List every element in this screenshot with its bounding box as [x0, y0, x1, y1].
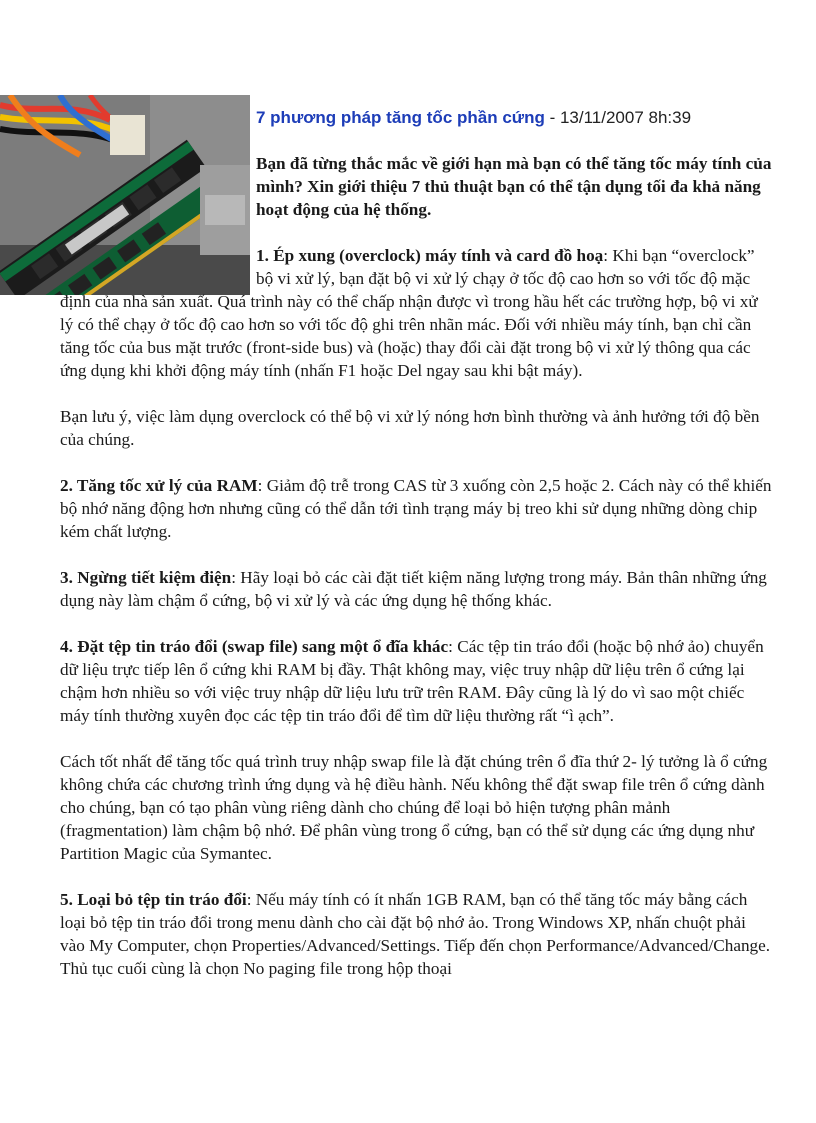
- section-4-heading: 4. Đặt tệp tin tráo đổi (swap file) sang một ổ đĩa khác: [60, 637, 449, 656]
- section-5-text: : Nếu máy tính có ít nhấn 1GB RAM, bạn có thể tăng tốc máy bằng cách loại bỏ tệp tin tráo đổi trong menu dành cho cài đặt bộ nhớ ảo. Trong Windows XP, nhấn chuột phải vào My Computer, chọn Properties/Advanced/Settings. Tiếp đến chọn Performance/Advanced/Change. Thủ tục cuối cùng là chọn No paging file trong hộp thoại: [60, 890, 771, 978]
- section-1-note: Bạn lưu ý, việc làm dụng overclock có thể bộ vi xử lý nóng hơn bình thường và ảnh hưởng tới độ bền của chúng.: [60, 407, 760, 449]
- section-3-heading: 3. Ngừng tiết kiệm điện: [60, 568, 232, 587]
- section-4-note: Cách tốt nhất để tăng tốc quá trình truy nhập swap file là đặt chúng trên ổ đĩa thứ 2- lý tưởng là ổ cứng không chứa các chương trình ứng dụng và hệ điều hành. Nếu không thể đặt swap file trên ổ cứng dành cho chúng, bạn có tạo phân vùng riêng dành cho chúng để loại bỏ hiện tượng phân mảnh (fragmentation) làm chậm bộ nhớ. Để phân vùng trong ổ cứng, bạn có thể sử dụng các ứng dụng như Partition Magic của Symantec.: [60, 752, 768, 863]
- section-2-heading: 2. Tăng tốc xử lý của RAM: [60, 476, 258, 495]
- article-title[interactable]: 7 phương pháp tăng tốc phần cứng: [256, 108, 545, 127]
- section-2: [60, 474, 772, 543]
- image-wrap-spacer: [60, 95, 256, 288]
- article-intro: Bạn đã từng thắc mắc về giới hạn mà bạn có thể tăng tốc máy tính của mình? Xin giới thiệu 7 thủ thuật bạn có thể tận dụng tối đa khả năng hoạt động của hệ thống.: [256, 154, 772, 219]
- section-1-text: : Khi bạn “overclock” bộ vi xử lý, bạn đặt bộ vi xử lý chạy ở tốc độ cao hơn so với tốc độ mặc định của nhà sản xuất. Quá trình này có thể chấp nhận được vì trong hầu hết các trường hợp, bộ vi xử lý có thể chạy ở tốc độ cao hơn so với tốc độ ghi trên nhãn mác. Đối với nhiều máy tính, bạn chỉ cần tăng tốc của bus mặt trước (front-side bus) và (hoặc) thay đổi cài đặt trong bộ vi xử lý thông qua các ứng dụng khi khởi động máy tính (nhấn F1 hoặc Del ngay sau khi bật máy).: [60, 246, 758, 380]
- section-2-text: : Giảm độ trễ trong CAS từ 3 xuống còn 2,5 hoặc 2. Cách này có thể khiến bộ nhớ năng động hơn nhưng cũng có thể dẫn tới tình trạng máy bị treo khi sử dụng những dòng chip kém chất lượng.: [60, 476, 772, 541]
- section-3: [60, 566, 772, 612]
- section-5-heading: 5. Loại bỏ tệp tin tráo đổi: [60, 890, 247, 909]
- section-3-text: : Hãy loại bỏ các cài đặt tiết kiệm năng lượng trong máy. Bản thân những ứng dụng này làm chậm ổ cứng, bộ vi xử lý và các ứng dụng hệ thống khác.: [60, 568, 767, 610]
- section-5: [60, 888, 772, 980]
- article-body: [60, 106, 772, 1003]
- article-date: - 13/11/2007 8h:39: [544, 108, 692, 127]
- section-1-heading: 1. Ép xung (overclock) máy tính và card đồ hoạ: [256, 246, 604, 265]
- section-4-text: : Các tệp tin tráo đổi (hoặc bộ nhớ ảo) chuyển dữ liệu trực tiếp lên ổ cứng khi RAM bị đầy. Thật không may, việc truy nhập dữ liệu trên ổ cứng lại chậm hơn nhiều so với việc truy nhập dữ liệu lưu trữ trên RAM. Đây cũng là lý do vì sao một chiếc máy tính thường xuyên đọc các tệp tin tráo đổi để tìm dữ liệu thường rất “ì ạch”.: [60, 637, 764, 725]
- section-4: [60, 635, 772, 727]
